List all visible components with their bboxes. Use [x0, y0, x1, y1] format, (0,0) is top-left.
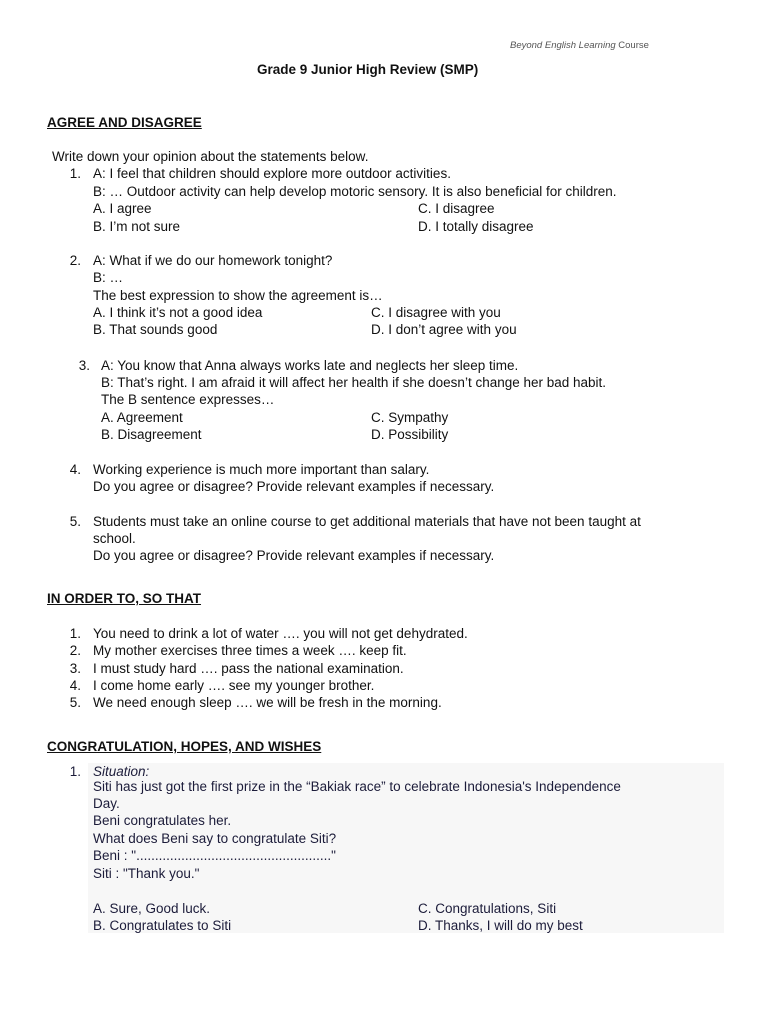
situation-line: Siti has just got the first prize in the “Bakiak race” to celebrate Indonesia's Independence — [93, 779, 621, 794]
list-number: 4. — [69, 678, 81, 693]
dialog-line: B: That’s right. I am afraid it will affect her health if she doesn’t change her bad habit. — [101, 375, 607, 390]
option-a: A. I agree — [93, 201, 152, 216]
list-item: I must study hard …. pass the national examination. — [93, 661, 404, 676]
option-a: A. Agreement — [101, 410, 183, 425]
section-heading-congrats: CONGRATULATION, HOPES, AND WISHES — [47, 739, 322, 754]
statement: school. — [93, 531, 136, 546]
option-b: B. That sounds good — [93, 322, 218, 337]
situation-line: Beni congratulates her. — [93, 813, 232, 828]
option-d: D. Possibility — [371, 427, 449, 442]
dialog-line: B: … Outdoor activity can help develop motoric sensory. It is also beneficial for children. — [93, 184, 617, 199]
header-note — [510, 37, 649, 54]
list-number: 5. — [69, 695, 81, 710]
question-number: 2. — [69, 253, 81, 268]
list-number: 3. — [69, 661, 81, 676]
dialog-line: B: … — [93, 270, 124, 285]
question-prompt: Do you agree or disagree? Provide relevant examples if necessary. — [93, 548, 495, 563]
question-number: 4. — [69, 462, 81, 477]
section-heading-agree: AGREE AND DISAGREE — [47, 115, 202, 130]
statement: Students must take an online course to get additional materials that have not been taught at — [93, 514, 641, 529]
option-b: B. I’m not sure — [93, 219, 181, 234]
option-c: C. I disagree — [418, 201, 495, 216]
option-c: C. I disagree with you — [371, 305, 501, 320]
option-c: C. Congratulations, Siti — [418, 901, 557, 916]
option-b: B. Disagreement — [101, 427, 202, 442]
page-title: Grade 9 Junior High Review (SMP) — [257, 62, 479, 77]
statement: Working experience is much more important than salary. — [93, 462, 430, 477]
option-d: D. I totally disagree — [418, 219, 534, 234]
situation-label: Situation: — [93, 764, 150, 779]
question-prompt: What does Beni say to congratulate Siti? — [93, 831, 337, 846]
option-a: A. Sure, Good luck. — [93, 901, 211, 916]
section-heading-order: IN ORDER TO, SO THAT — [47, 591, 202, 606]
option-a: A. I think it’s not a good idea — [93, 305, 263, 320]
option-b: B. Congratulates to Siti — [93, 918, 232, 933]
question-prompt: The B sentence expresses… — [101, 392, 275, 407]
header-note-rest: Course — [615, 40, 649, 51]
dialog-line: A: I feel that children should explore more outdoor activities. — [93, 166, 451, 181]
list-item: My mother exercises three times a week …. keep fit. — [93, 643, 407, 658]
instructions: Write down your opinion about the statements below. — [52, 149, 369, 164]
question-prompt: Do you agree or disagree? Provide relevant examples if necessary. — [93, 479, 495, 494]
list-number: 1. — [69, 626, 81, 641]
situation-line: Day. — [93, 796, 120, 811]
dialog-line: A: You know that Anna always works late and neglects her sleep time. — [101, 358, 519, 373]
list-item: We need enough sleep …. we will be fresh in the morning. — [93, 695, 442, 710]
dialog-line: A: What if we do our homework tonight? — [93, 253, 333, 268]
option-d: D. Thanks, I will do my best — [418, 918, 583, 933]
option-c: C. Sympathy — [371, 410, 449, 425]
question-number: 1. — [69, 166, 81, 181]
header-note-italic: Beyond English Learning — [510, 40, 616, 51]
question-number: 5. — [69, 514, 81, 529]
question-number: 3. — [78, 358, 90, 373]
option-d: D. I don’t agree with you — [371, 322, 517, 337]
list-number: 2. — [69, 643, 81, 658]
dialog-line: Siti : "Thank you." — [93, 866, 200, 881]
list-item: I come home early …. see my younger brother. — [93, 678, 375, 693]
list-item: You need to drink a lot of water …. you will not get dehydrated. — [93, 626, 468, 641]
dialog-line: Beni : "...................................................." — [93, 848, 336, 863]
question-prompt: The best expression to show the agreement is… — [93, 288, 383, 303]
question-number: 1. — [69, 764, 81, 779]
